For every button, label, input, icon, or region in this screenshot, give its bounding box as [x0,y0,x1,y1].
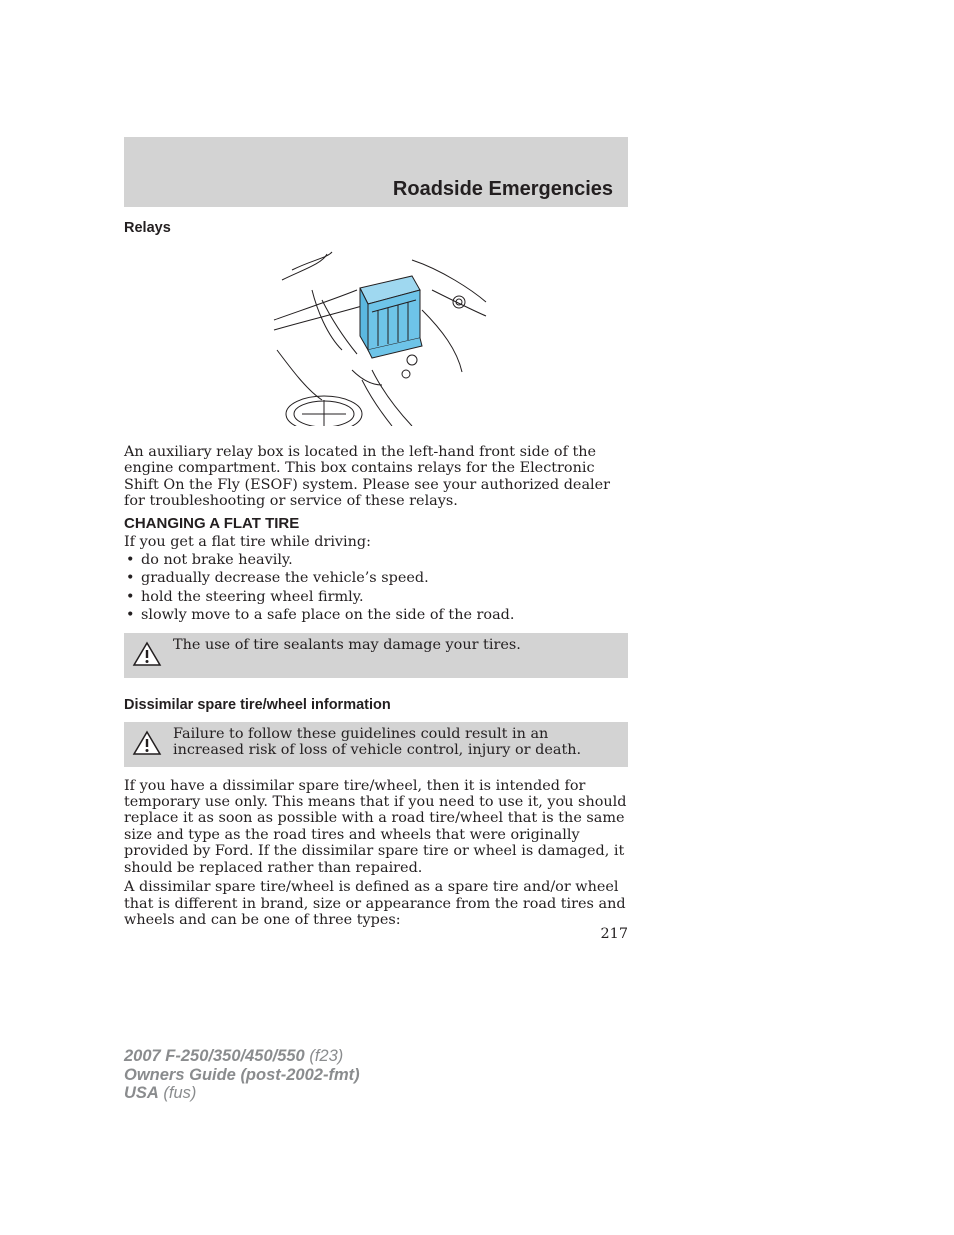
list-item: • slowly move to a safe place on the side of the road. [126,607,515,624]
dissimilar-spare-warning [124,722,628,767]
footer-line-guide: Owners Guide (post-2002-fmt) [124,1065,360,1084]
bullet-icon: • [126,570,135,587]
bullet-icon: • [126,588,135,605]
tire-sealant-warning-text: The use of tire sealants may damage your tires. [173,636,521,653]
flat-tire-heading: CHANGING A FLAT TIRE [124,514,300,532]
relays-heading: Relays [124,220,171,236]
warning-triangle-icon [132,730,162,760]
document-footer [124,1047,360,1103]
dissimilar-paragraph-2: A dissimilar spare tire/wheel is defined as a spare tire and/or wheel that is different in brand, size or appearance from the road tires and wheels and can be one of three types: [124,879,626,928]
bullet-icon: • [126,552,135,569]
list-item: • hold the steering wheel firmly. [126,588,364,605]
relays-paragraph: An auxiliary relay box is located in the left-hand front side of the engine compartment. This box contains relays for the Electronic Shift On the Fly (ESOF) system. Please see your authorized dealer for troubleshooting or service of these relays. [124,444,611,510]
tire-sealant-warning [124,633,628,678]
flat-tire-bullet-list [124,551,628,625]
page-number: 217 [600,926,628,942]
section-header-band [124,137,628,207]
section-title: Roadside Emergencies [392,178,613,200]
footer-line-model: 2007 F-250/350/450/550 (f23) [124,1047,344,1065]
footer-line-market: USA (fus) [124,1084,197,1102]
dissimilar-spare-heading: Dissimilar spare tire/wheel information [124,696,391,713]
flat-tire-intro: If you get a flat tire while driving: [124,533,371,550]
list-item: • do not brake heavily. [126,552,293,569]
list-item: • gradually decrease the vehicle’s speed. [126,570,429,587]
dissimilar-spare-warning-text: Failure to follow these guidelines could result in an increased risk of loss of vehicle control, injury or death. [173,725,582,759]
relay-box-drawing [272,250,492,426]
relay-box-illustration [124,250,628,426]
bullet-icon: • [126,607,135,624]
warning-triangle-icon [132,641,162,671]
page-content [124,220,628,928]
dissimilar-paragraph-1: If you have a dissimilar spare tire/wheel, then it is intended for temporary use only. This means that if you need to use it, you should replace it as soon as possible with a road tire/wheel that is the same size and type as the road tires and wheels that were originally provided by Ford. If the dissimilar spare tire or wheel is damaged, it should be replaced rather than repaired. [124,777,627,876]
